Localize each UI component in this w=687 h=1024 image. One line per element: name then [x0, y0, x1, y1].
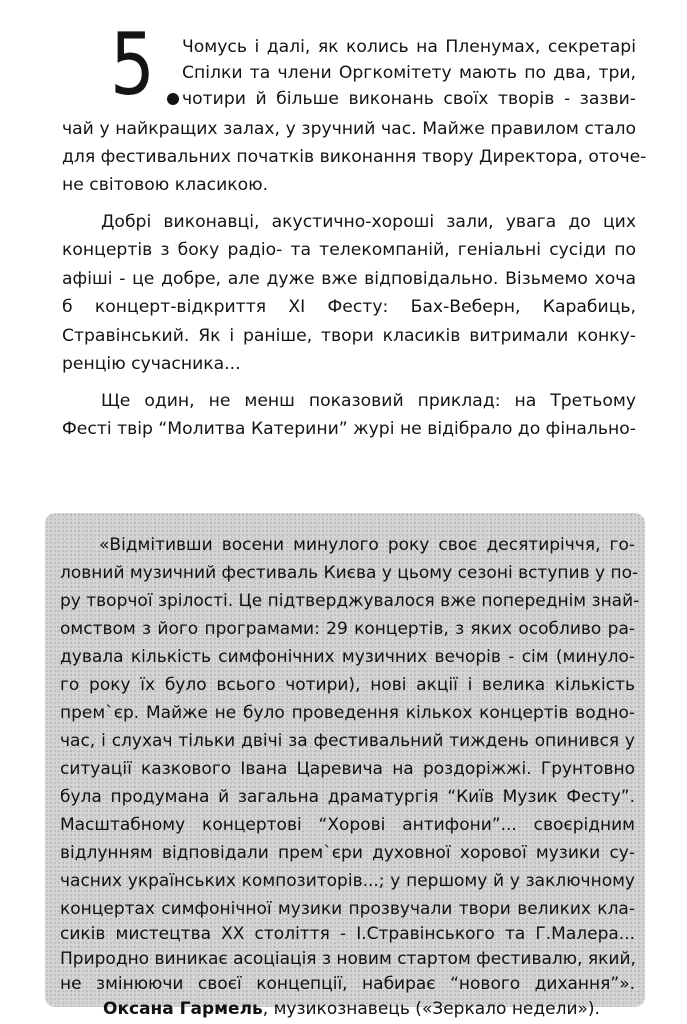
text-line: Ще один, не менш показовий приклад: на Третьому: [101, 391, 636, 411]
signature-name: Оксана Гармель: [103, 999, 263, 1019]
quote-line: омством з його програмами: 29 концертів, з яких особливо ра-: [60, 619, 635, 639]
section-number-dot: [167, 93, 179, 105]
signature-source: , музикознавець («Зеркало недели»).: [262, 999, 600, 1019]
quote-line: ру творчої зрілості. Це підтверджувалося вже попереднім знай-: [60, 591, 640, 611]
article-section: [0, 0, 687, 460]
text-line: Добрі виконавці, акустично-хороші зали, увага до цих: [101, 212, 636, 232]
quote-line: ловний музичний фестиваль Києва у цьому сезоні вступив у по-: [60, 563, 639, 583]
quote-line: ситуації казкового Івана Царевича на роздоріжжі. Грунтовно: [60, 759, 635, 779]
section-number: 5: [110, 15, 154, 115]
quote-line: відлунням відповідали прем`єри духовної хорової музики су-: [60, 843, 635, 863]
quote-line: сиків мистецтва XX століття - І.Стравінського та Г.Малера...: [60, 924, 635, 944]
text-line: Спілки та члени Оргкомітету мають по два, три,: [182, 63, 636, 83]
quote-line: Масштабному концертові “Хорові антифони”... своєрідним: [60, 815, 635, 835]
quote-line: дувала кількість симфонічних музичних вечорів - сім (минуло-: [60, 647, 635, 667]
text-line: Чомусь і далі, як колись на Пленумах, секретарі: [182, 37, 636, 57]
quote-line: час, і слухач тільки двічі за фестивальний тиждень опинився у: [60, 731, 635, 751]
text-line: для фестивальних початків виконання твору Директора, оточе-: [62, 147, 647, 167]
quote-line: не змінюючи своєї концепції, набирає “нового дихання”».: [60, 974, 635, 994]
text-line: ренцію сучасника...: [62, 354, 241, 374]
quote-line: була продумана й загальна драматургія “Київ Музик Фесту”.: [60, 787, 635, 807]
quote-line: го року їх було всього чотири), нові акції і велика кількість: [60, 675, 635, 695]
quote-line: часних українських композиторів...; у першому й у заключному: [60, 871, 635, 891]
text-line: б концерт-відкриття XI Фесту: Бах-Веберн, Карабиць,: [62, 297, 636, 317]
quote-line: «Відмітивши восени минулого року своє десятиріччя, го-: [99, 535, 635, 555]
text-line: концертів з боку радіо- та телекомпаній, геніальні сусіди по: [62, 240, 636, 260]
text-line: чотири й більше виконань своїх творів - зазви-: [182, 89, 636, 109]
text-line: афіші - це добре, але дуже вже відповідально. Візьмемо хоча: [62, 269, 636, 289]
quote-line: прем`єр. Майже не було проведення кількох концертів водно-: [60, 703, 635, 723]
quote-signature: [103, 996, 600, 1022]
text-line: Фесті твір “Молитва Катерини” журі не відібрало до фінально-: [62, 419, 636, 439]
text-line: чай у найкращих залах, у зручний час. Майже правилом стало: [62, 119, 636, 139]
text-line: Стравінський. Як і раніше, твори класиків витримали конку-: [62, 326, 636, 346]
text-line: не світовою класикою.: [62, 175, 269, 195]
quote-line: концертах симфонічної музики прозвучали твори великих кла-: [60, 899, 635, 919]
quote-line: Природно виникає асоціація з новим стартом фестивалю, який,: [60, 949, 636, 969]
